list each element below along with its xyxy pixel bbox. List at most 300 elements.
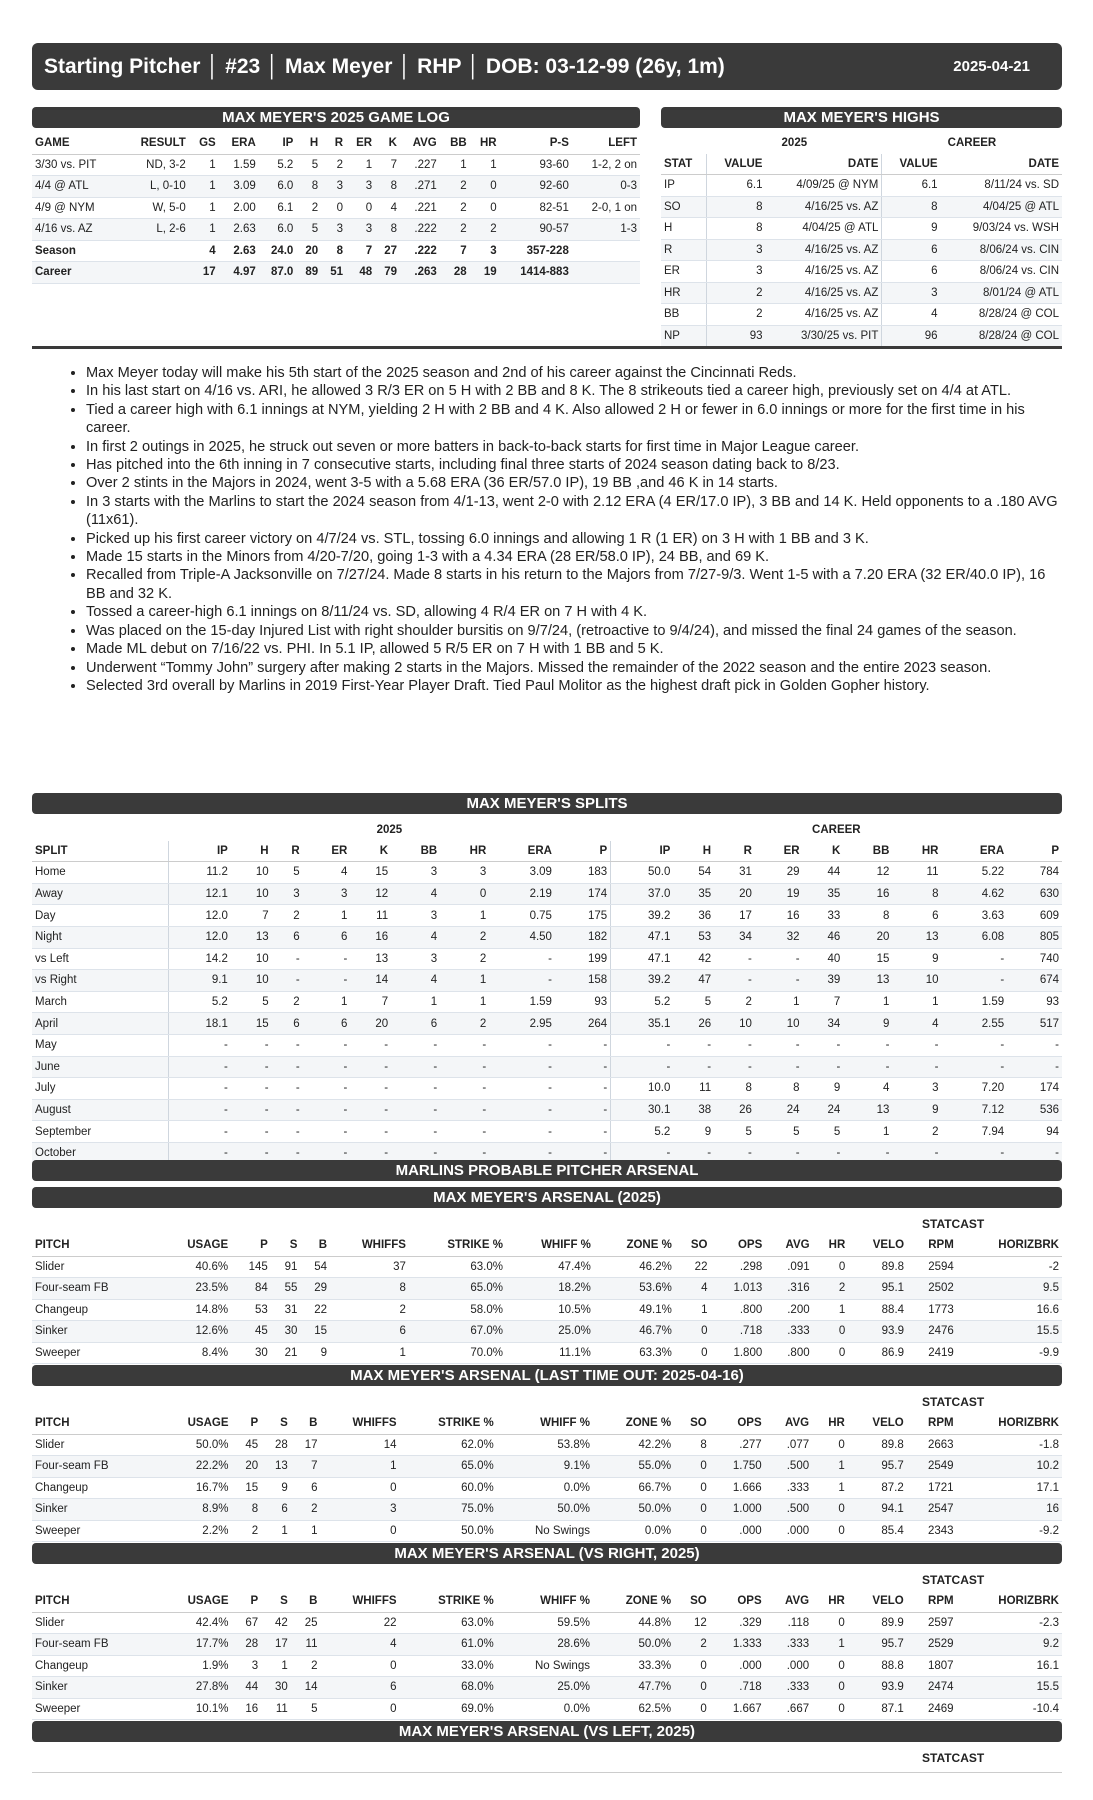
table-cell: 1 bbox=[843, 991, 892, 1013]
table-cell: 84 bbox=[231, 1278, 271, 1300]
table-cell: 95.1 bbox=[848, 1278, 907, 1300]
note-item: • Made 15 starts in the Minors from 4/20-7/20, going 1-3 with a 4.34 ERA (28 ER/58.0 IP), 24 BB, and 69 K. bbox=[86, 548, 1063, 566]
table-cell: 10.1% bbox=[157, 1698, 231, 1720]
column-header: B bbox=[291, 1591, 321, 1612]
table-cell: 2.63 bbox=[219, 240, 259, 262]
table-cell: NP bbox=[661, 325, 707, 347]
table-cell: .333 bbox=[765, 1321, 812, 1343]
note-item: • Tied a career high with 6.1 innings at NYM, yielding 2 H with 2 BB and 4 K. Also allowed 2 H or fewer in 6.0 innings or more for the first time in his career. bbox=[86, 401, 1063, 438]
table-cell: 7.20 bbox=[941, 1078, 1007, 1100]
table-cell: 0 bbox=[674, 1499, 710, 1521]
table-cell: 7.94 bbox=[941, 1121, 1007, 1143]
table-cell: 5 bbox=[296, 219, 321, 241]
table-cell: 44.8% bbox=[593, 1612, 674, 1634]
table-cell: 9 bbox=[882, 218, 941, 240]
table-cell: .000 bbox=[765, 1655, 812, 1677]
table-row bbox=[32, 1099, 1062, 1121]
table-cell: Slider bbox=[32, 1612, 157, 1634]
table-cell: 2663 bbox=[907, 1434, 957, 1456]
table-cell: - bbox=[168, 1121, 231, 1143]
table-header-row bbox=[32, 1591, 1062, 1612]
table-cell: August bbox=[32, 1099, 168, 1121]
table-cell: 63.3% bbox=[594, 1342, 675, 1364]
table-cell: 50.0% bbox=[593, 1499, 674, 1521]
table-cell: 0 bbox=[812, 1499, 848, 1521]
column-header: RPM bbox=[907, 1413, 957, 1434]
table-cell: - bbox=[440, 1078, 489, 1100]
table-cell: 145 bbox=[231, 1256, 271, 1278]
table-cell: - bbox=[272, 1142, 303, 1164]
table-cell: -1.8 bbox=[957, 1434, 1062, 1456]
table-cell: 1 bbox=[440, 970, 489, 992]
splits-title: MAX MEYER'S SPLITS bbox=[32, 793, 1062, 814]
table-cell: 68.0% bbox=[400, 1677, 497, 1699]
table-cell: 0 bbox=[470, 176, 500, 198]
table-cell: Away bbox=[32, 883, 168, 905]
table-cell: - bbox=[272, 948, 303, 970]
table-header-row bbox=[32, 1235, 1062, 1256]
table-cell: .718 bbox=[710, 1677, 765, 1699]
table-cell: 93.9 bbox=[848, 1321, 907, 1343]
table-cell: 1.800 bbox=[710, 1342, 765, 1364]
table-cell: 0 bbox=[320, 1520, 399, 1542]
table-cell: - bbox=[272, 1034, 303, 1056]
table-cell: 8/28/24 @ COL bbox=[941, 325, 1062, 347]
column-header: VELO bbox=[848, 1413, 907, 1434]
table-cell: - bbox=[272, 970, 303, 992]
table-cell: 0 bbox=[674, 1456, 710, 1478]
table-cell: - bbox=[755, 1034, 803, 1056]
table-cell: Sweeper bbox=[32, 1342, 157, 1364]
table-cell: - bbox=[755, 948, 803, 970]
group-header bbox=[661, 133, 707, 154]
table-cell: - bbox=[303, 1034, 351, 1056]
table-cell: 11 bbox=[350, 905, 391, 927]
table-cell: - bbox=[714, 1142, 755, 1164]
table-cell: 50.0 bbox=[611, 862, 674, 884]
table-cell: 5.2 bbox=[611, 991, 674, 1013]
table-cell: - bbox=[555, 1034, 611, 1056]
table-cell: 1 bbox=[303, 905, 351, 927]
table-cell: Day bbox=[32, 905, 168, 927]
table-cell: 55 bbox=[271, 1278, 301, 1300]
table-cell: 1 bbox=[391, 991, 440, 1013]
table-cell: 7 bbox=[346, 240, 375, 262]
table-row bbox=[661, 325, 1062, 347]
table-cell bbox=[572, 240, 640, 262]
table-cell: - bbox=[941, 970, 1007, 992]
column-header: ER bbox=[346, 133, 375, 154]
column-header: PITCH bbox=[32, 1591, 157, 1612]
column-header: HORIZBRK bbox=[957, 1413, 1062, 1434]
column-header: H bbox=[231, 841, 272, 862]
table-cell: 4 bbox=[391, 883, 440, 905]
column-header: BB bbox=[440, 133, 470, 154]
table-cell: 4 bbox=[303, 862, 351, 884]
table-cell: Changeup bbox=[32, 1655, 157, 1677]
table-cell: - bbox=[231, 1099, 272, 1121]
table-cell: - bbox=[755, 970, 803, 992]
table-cell: 42 bbox=[261, 1612, 291, 1634]
table-cell: 60.0% bbox=[400, 1477, 497, 1499]
table-cell: 8 bbox=[330, 1278, 409, 1300]
arsenal-right-table bbox=[32, 1591, 1062, 1720]
column-header: RPM bbox=[907, 1591, 957, 1612]
table-cell: .800 bbox=[710, 1299, 765, 1321]
table-cell: 0 bbox=[674, 1655, 710, 1677]
table-cell: 15.5 bbox=[957, 1677, 1062, 1699]
table-cell: 10 bbox=[231, 970, 272, 992]
table-cell: - bbox=[168, 1078, 231, 1100]
column-header: DATE bbox=[765, 154, 881, 175]
table-cell: 0 bbox=[813, 1342, 849, 1364]
table-cell: - bbox=[350, 1078, 391, 1100]
table-cell: 4/16/25 vs. AZ bbox=[765, 304, 881, 326]
table-cell: - bbox=[1007, 1056, 1062, 1078]
note-item: • Tossed a career-high 6.1 innings on 8/11/24 vs. SD, allowing 4 R/4 ER on 7 H with 4 K. bbox=[86, 603, 1063, 621]
table-cell: 1 bbox=[189, 219, 219, 241]
column-header: ERA bbox=[941, 841, 1007, 862]
table-cell: 17 bbox=[714, 905, 755, 927]
column-header: K bbox=[803, 841, 844, 862]
table-cell: - bbox=[231, 1034, 272, 1056]
table-cell: 16 bbox=[957, 1499, 1062, 1521]
table-cell: 1 bbox=[320, 1456, 399, 1478]
table-cell: 79 bbox=[375, 262, 400, 284]
table-row bbox=[32, 883, 1062, 905]
table-cell: 0 bbox=[320, 1698, 399, 1720]
table-cell: 2 bbox=[674, 1634, 710, 1656]
table-cell: 9.5 bbox=[957, 1278, 1062, 1300]
table-cell: 24 bbox=[803, 1099, 844, 1121]
table-cell: - bbox=[391, 1121, 440, 1143]
note-item: • Underwent “Tommy John” surgery after making 2 starts in the Majors. Missed the remainder of the 2022 season and the entire 2023 season. bbox=[86, 659, 1063, 677]
table-cell: 0 bbox=[812, 1677, 848, 1699]
table-cell: 62.0% bbox=[400, 1434, 497, 1456]
table-cell: 1 bbox=[675, 1299, 711, 1321]
table-cell: 0 bbox=[674, 1698, 710, 1720]
table-cell: 58.0% bbox=[409, 1299, 506, 1321]
table-cell: 4 bbox=[375, 197, 400, 219]
table-cell: 67.0% bbox=[409, 1321, 506, 1343]
table-cell bbox=[121, 262, 189, 284]
table-cell: - bbox=[350, 1099, 391, 1121]
table-cell: 16 bbox=[350, 926, 391, 948]
table-cell: 7 bbox=[440, 240, 470, 262]
table-cell: - bbox=[941, 948, 1007, 970]
table-cell: 54 bbox=[673, 862, 714, 884]
table-cell: - bbox=[755, 1142, 803, 1164]
table-cell: 2.19 bbox=[489, 883, 555, 905]
table-cell: 24 bbox=[755, 1099, 803, 1121]
table-cell: 12.0 bbox=[168, 905, 231, 927]
table-cell: 10 bbox=[892, 970, 941, 992]
table-cell: vs Right bbox=[32, 970, 168, 992]
table-cell: BB bbox=[661, 304, 707, 326]
table-cell: 2547 bbox=[907, 1499, 957, 1521]
table-cell: 1 bbox=[812, 1456, 848, 1478]
table-cell: 1.666 bbox=[710, 1477, 765, 1499]
table-cell: 10.5% bbox=[506, 1299, 594, 1321]
totals-row bbox=[32, 262, 640, 284]
table-cell: 35 bbox=[673, 883, 714, 905]
table-row bbox=[32, 1299, 1062, 1321]
table-row bbox=[32, 154, 640, 176]
table-cell: 6.08 bbox=[941, 926, 1007, 948]
column-header: S bbox=[261, 1413, 291, 1434]
table-cell: April bbox=[32, 1013, 168, 1035]
table-cell: - bbox=[673, 1056, 714, 1078]
highs-title: MAX MEYER'S HIGHS bbox=[661, 107, 1062, 128]
table-cell: 12.1 bbox=[168, 883, 231, 905]
table-cell: 33 bbox=[803, 905, 844, 927]
table-cell: 46 bbox=[803, 926, 844, 948]
table-cell: 55.0% bbox=[593, 1456, 674, 1478]
table-cell: 63.0% bbox=[400, 1612, 497, 1634]
column-header: K bbox=[350, 841, 391, 862]
table-cell: 19 bbox=[470, 262, 500, 284]
table-cell: 2597 bbox=[907, 1612, 957, 1634]
table-cell: 175 bbox=[555, 905, 611, 927]
table-cell: - bbox=[611, 1056, 674, 1078]
table-rule bbox=[32, 1772, 1062, 1773]
table-cell: 14.2 bbox=[168, 948, 231, 970]
table-cell: - bbox=[231, 1056, 272, 1078]
table-cell: - bbox=[231, 1121, 272, 1143]
column-header: H bbox=[673, 841, 714, 862]
table-cell: 11.1% bbox=[506, 1342, 594, 1364]
page-title: Starting Pitcher │ #23 │ Max Meyer │ RHP │ DOB: 03-12-99 (26y, 1m) bbox=[44, 54, 725, 78]
table-cell: 46.2% bbox=[594, 1256, 675, 1278]
table-cell: 7.12 bbox=[941, 1099, 1007, 1121]
table-row bbox=[32, 1520, 1062, 1542]
table-cell: 92-60 bbox=[500, 176, 572, 198]
table-cell: 5.2 bbox=[611, 1121, 674, 1143]
table-cell: Home bbox=[32, 862, 168, 884]
table-cell: 7 bbox=[231, 905, 272, 927]
table-cell: 9 bbox=[892, 1099, 941, 1121]
table-cell: 2474 bbox=[907, 1677, 957, 1699]
table-cell: 5.2 bbox=[168, 991, 231, 1013]
table-cell: .316 bbox=[765, 1278, 812, 1300]
table-row bbox=[32, 905, 1062, 927]
table-cell: 3.09 bbox=[219, 176, 259, 198]
table-cell: 29 bbox=[300, 1278, 330, 1300]
table-cell: 8 bbox=[882, 196, 941, 218]
table-cell: 46.7% bbox=[594, 1321, 675, 1343]
column-header: P bbox=[231, 1235, 271, 1256]
column-header: ERA bbox=[219, 133, 259, 154]
table-cell: 17.7% bbox=[157, 1634, 231, 1656]
table-cell: 47.4% bbox=[506, 1256, 594, 1278]
table-cell: 3 bbox=[320, 1499, 399, 1521]
table-cell: - bbox=[391, 1078, 440, 1100]
table-cell: 6.0 bbox=[259, 176, 297, 198]
table-row bbox=[32, 1677, 1062, 1699]
table-cell: 48 bbox=[346, 262, 375, 284]
table-cell: .222 bbox=[400, 219, 440, 241]
table-cell: 0 bbox=[674, 1677, 710, 1699]
table-cell: IP bbox=[661, 175, 707, 197]
table-cell: 11 bbox=[673, 1078, 714, 1100]
table-cell: 5 bbox=[673, 991, 714, 1013]
table-cell: 19 bbox=[755, 883, 803, 905]
table-cell: 4/4 @ ATL bbox=[32, 176, 121, 198]
table-cell: - bbox=[303, 970, 351, 992]
table-cell: 50.0% bbox=[157, 1434, 231, 1456]
table-cell: - bbox=[350, 1034, 391, 1056]
table-cell: 3 bbox=[470, 240, 500, 262]
table-cell: 31 bbox=[714, 862, 755, 884]
table-cell: 16 bbox=[232, 1698, 262, 1720]
table-cell: - bbox=[168, 1099, 231, 1121]
table-cell: 8 bbox=[674, 1434, 710, 1456]
table-cell: 16.6 bbox=[957, 1299, 1062, 1321]
table-cell: 11 bbox=[892, 862, 941, 884]
table-cell: 3 bbox=[892, 1078, 941, 1100]
table-cell: .077 bbox=[765, 1434, 812, 1456]
table-cell: 14 bbox=[350, 970, 391, 992]
table-cell: 0 bbox=[320, 1477, 399, 1499]
table-cell: .667 bbox=[765, 1698, 812, 1720]
table-cell: 25 bbox=[291, 1612, 321, 1634]
table-cell: May bbox=[32, 1034, 168, 1056]
table-cell: Sinker bbox=[32, 1499, 157, 1521]
table-cell: 2 bbox=[714, 991, 755, 1013]
table-cell: 740 bbox=[1007, 948, 1062, 970]
table-cell: 16.1 bbox=[957, 1655, 1062, 1677]
column-header: HR bbox=[892, 841, 941, 862]
table-cell: 9 bbox=[803, 1078, 844, 1100]
table-cell: - bbox=[611, 1034, 674, 1056]
table-cell: 6 bbox=[892, 905, 941, 927]
column-header: RPM bbox=[907, 1235, 957, 1256]
table-cell: - bbox=[941, 1142, 1007, 1164]
table-cell: - bbox=[231, 1078, 272, 1100]
table-cell: 1.59 bbox=[219, 154, 259, 176]
table-cell: 89.9 bbox=[848, 1612, 907, 1634]
table-cell: 69.0% bbox=[400, 1698, 497, 1720]
table-cell: 6.1 bbox=[707, 175, 766, 197]
table-cell: 1773 bbox=[907, 1299, 957, 1321]
table-cell: 34 bbox=[714, 926, 755, 948]
table-cell: 0 bbox=[812, 1434, 848, 1456]
table-cell: 0.0% bbox=[593, 1520, 674, 1542]
table-cell: 53.6% bbox=[594, 1278, 675, 1300]
table-cell: 2 bbox=[232, 1520, 262, 1542]
column-header: OPS bbox=[710, 1591, 765, 1612]
table-row bbox=[32, 948, 1062, 970]
column-header: USAGE bbox=[157, 1235, 231, 1256]
column-header: BB bbox=[391, 841, 440, 862]
table-cell: .118 bbox=[765, 1612, 812, 1634]
table-row bbox=[32, 219, 640, 241]
table-cell: 0 bbox=[812, 1612, 848, 1634]
table-cell: 2 bbox=[440, 219, 470, 241]
table-cell: 8.4% bbox=[157, 1342, 231, 1364]
table-cell: 94.1 bbox=[848, 1499, 907, 1521]
table-cell: 3.09 bbox=[489, 862, 555, 884]
table-cell: - bbox=[1007, 1142, 1062, 1164]
table-cell: 1 bbox=[813, 1299, 849, 1321]
group-header: 2025 bbox=[376, 824, 403, 837]
table-cell: 2 bbox=[440, 197, 470, 219]
table-cell: 22 bbox=[675, 1256, 711, 1278]
totals-row bbox=[32, 240, 640, 262]
table-cell: 5 bbox=[291, 1698, 321, 1720]
table-cell: 15 bbox=[231, 1013, 272, 1035]
table-cell: 87.2 bbox=[848, 1477, 907, 1499]
column-header: B bbox=[300, 1235, 330, 1256]
table-cell: 22 bbox=[300, 1299, 330, 1321]
table-cell: 65.0% bbox=[400, 1456, 497, 1478]
table-cell: - bbox=[303, 1142, 351, 1164]
table-row bbox=[661, 304, 1062, 326]
table-cell: 2 bbox=[291, 1499, 321, 1521]
table-cell: 16.7% bbox=[157, 1477, 231, 1499]
table-cell: 89.8 bbox=[848, 1256, 907, 1278]
column-header: R bbox=[714, 841, 755, 862]
column-header: AVG bbox=[765, 1235, 812, 1256]
table-cell: 4/9 @ NYM bbox=[32, 197, 121, 219]
column-header: B bbox=[291, 1413, 321, 1434]
table-cell: 0 bbox=[813, 1321, 849, 1343]
table-cell: 517 bbox=[1007, 1013, 1062, 1035]
column-header: S bbox=[271, 1235, 301, 1256]
table-cell: - bbox=[489, 1099, 555, 1121]
table-cell: HR bbox=[661, 282, 707, 304]
table-cell: 34 bbox=[803, 1013, 844, 1035]
table-cell: 1721 bbox=[907, 1477, 957, 1499]
table-cell: - bbox=[755, 1056, 803, 1078]
table-cell: 1 bbox=[812, 1477, 848, 1499]
table-cell: 8/11/24 vs. SD bbox=[941, 175, 1062, 197]
table-cell: 536 bbox=[1007, 1099, 1062, 1121]
table-cell: 2469 bbox=[907, 1698, 957, 1720]
table-cell: 3 bbox=[882, 282, 941, 304]
column-header: SO bbox=[675, 1235, 711, 1256]
table-cell: 1.667 bbox=[710, 1698, 765, 1720]
table-cell: 6 bbox=[291, 1477, 321, 1499]
table-cell: 10 bbox=[231, 862, 272, 884]
column-header: WHIFFS bbox=[320, 1413, 399, 1434]
table-cell: 47.1 bbox=[611, 926, 674, 948]
table-cell: Slider bbox=[32, 1256, 157, 1278]
table-cell: 1 bbox=[346, 154, 375, 176]
table-cell: 25.0% bbox=[497, 1677, 593, 1699]
table-cell: .500 bbox=[765, 1456, 812, 1478]
table-cell: 1 bbox=[440, 154, 470, 176]
table-cell: 2 bbox=[321, 154, 346, 176]
table-cell: 6 bbox=[882, 239, 941, 261]
table-cell: 42.2% bbox=[593, 1434, 674, 1456]
table-cell: 4 bbox=[675, 1278, 711, 1300]
table-cell: 89 bbox=[296, 262, 321, 284]
table-cell: 8/01/24 @ ATL bbox=[941, 282, 1062, 304]
table-cell: .298 bbox=[710, 1256, 765, 1278]
column-header: USAGE bbox=[157, 1591, 231, 1612]
table-cell: 6 bbox=[320, 1677, 399, 1699]
table-cell: 45 bbox=[232, 1434, 262, 1456]
table-cell: 23.5% bbox=[157, 1278, 231, 1300]
table-cell: 1 bbox=[261, 1520, 291, 1542]
table-cell: 7 bbox=[375, 154, 400, 176]
table-cell: 3 bbox=[391, 862, 440, 884]
table-cell: Sinker bbox=[32, 1677, 157, 1699]
table-cell: 15.5 bbox=[957, 1321, 1062, 1343]
table-cell: 183 bbox=[555, 862, 611, 884]
table-cell: 49.1% bbox=[594, 1299, 675, 1321]
